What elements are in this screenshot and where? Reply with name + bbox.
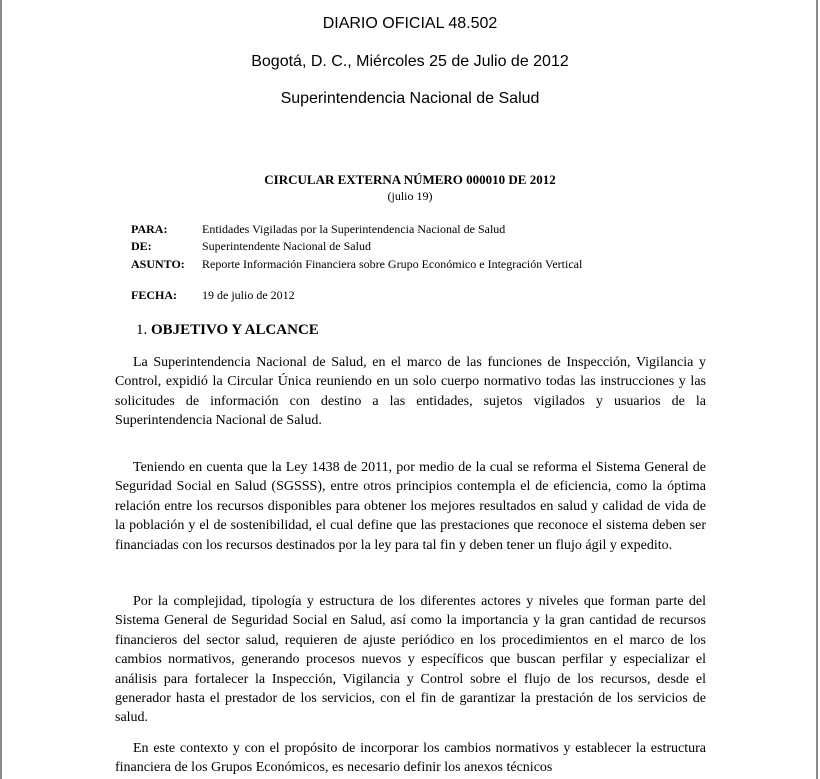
body-paragraph: Teniendo en cuenta que la Ley 1438 de 2011, por medio de la cual se reforma el Sistema General de Seguridad Social en Salud (SGSSS), entre otros principios contempla el de eficiencia, como la óptima relación entre los recursos disponibles para obtener los mejores resultados en salud y calidad de vida de la población y el de sostenibilidad, el cual define que las prestaciones que reconoce el sistema deben ser financiadas con los recursos destinados por la ley para tal fin y deben tener un flujo ágil y expedito.: [115, 460, 706, 553]
body-paragraph: En este contexto y con el propósito de incorporar los cambios normativos y establecer la estructura financiera de los Grupos Económicos, es necesario definir los anexos técnicos: [115, 741, 706, 776]
page-border-right: [816, 0, 818, 779]
circular-title: CIRCULAR EXTERNA NÚMERO 000010 DE 2012: [264, 172, 556, 187]
meta-label: FECHA:: [131, 288, 177, 302]
section-heading: [136, 322, 319, 339]
meta-row-asunto: [131, 257, 582, 273]
body-paragraph: La Superintendencia Nacional de Salud, en el marco de las funciones de Inspección, Vigilancia y Control, expidió la Circular Única reuniendo en un solo cuerpo normativo todas las instrucciones y las solicitudes de información con destino a las entidades, sujetos vigilados y usuarios de la Superintendencia Nacional de Salud.: [115, 355, 706, 429]
meta-label: PARA:: [131, 222, 168, 236]
circular-date: (julio 19): [387, 189, 433, 203]
section-number: 1.: [136, 322, 148, 338]
issuing-entity: Superintendencia Nacional de Salud: [280, 90, 540, 107]
section-title: OBJETIVO Y ALCANCE: [151, 322, 319, 338]
meta-row-para: [131, 222, 505, 238]
gazette-title: DIARIO OFICIAL 48.502: [322, 15, 498, 32]
meta-row-de: [131, 239, 371, 255]
body-paragraph: Por la complejidad, tipología y estructura de los diferentes actores y niveles que forman parte del Sistema General de Seguridad Social en Salud, así como la importancia y la gran cantidad de recursos financieros del sector salud, requieren de ajuste periódico en los procedimientos en el marco de los cambios normativos, generando procesos nuevos y específicos que buscan perfilar y especializar el análisis para fortalecer la Inspección, Vigilancia y Control sobre el flujo de los recursos, desde el generador hasta el prestador de los servicios, con el fin de garantizar la prestación de los servicios de salud.: [115, 594, 706, 726]
meta-label: ASUNTO:: [131, 257, 185, 271]
publication-date: Bogotá, D. C., Miércoles 25 de Julio de 2012: [251, 53, 569, 70]
meta-row-fecha: [131, 288, 295, 304]
meta-value: 19 de julio de 2012: [202, 288, 295, 302]
meta-label: DE:: [131, 239, 152, 253]
meta-value: Reporte Información Financiera sobre Grupo Económico e Integración Vertical: [202, 257, 583, 271]
meta-value: Entidades Vigiladas por la Superintendencia Nacional de Salud: [202, 222, 506, 236]
page-border-left: [0, 0, 2, 779]
meta-value: Superintendente Nacional de Salud: [202, 239, 371, 253]
